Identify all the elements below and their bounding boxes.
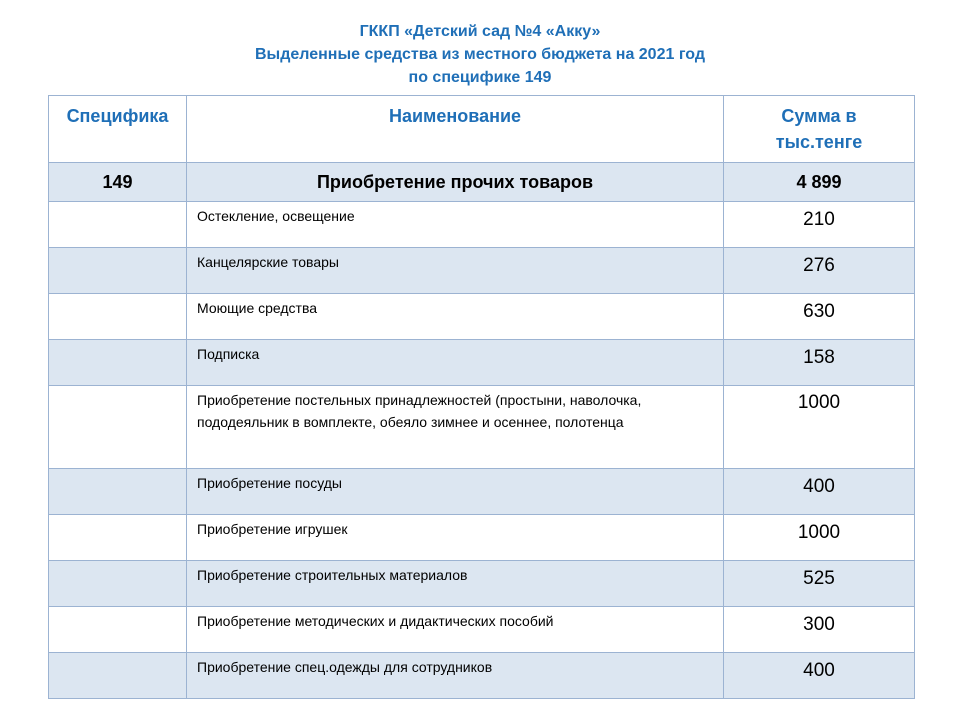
table-row (49, 294, 915, 340)
table-row (49, 202, 915, 248)
table-row (49, 469, 915, 515)
row-sum: 400 (724, 469, 915, 515)
table-row (49, 515, 915, 561)
total-spec: 149 (49, 163, 187, 202)
table-row (49, 653, 915, 699)
row-sum: 300 (724, 607, 915, 653)
total-sum: 4 899 (724, 163, 915, 202)
header-sum-line2: тыс.тенге (775, 132, 863, 152)
row-sum: 400 (724, 653, 915, 699)
row-spec (49, 202, 187, 248)
row-name: Приобретение спец.одежды для сотрудников (187, 653, 724, 699)
table-row (49, 386, 915, 469)
title-organization: ГККП «Детский сад №4 «Акку» (359, 23, 601, 40)
header-sum-line1: Сумма в (781, 106, 857, 126)
row-sum: 276 (724, 248, 915, 294)
row-spec (49, 469, 187, 515)
row-sum: 1000 (724, 515, 915, 561)
title-specification: по специфике 149 (408, 69, 552, 86)
row-spec (49, 386, 187, 469)
header-spec: Специфика (49, 96, 187, 163)
row-sum: 158 (724, 340, 915, 386)
row-sum: 630 (724, 294, 915, 340)
row-spec (49, 294, 187, 340)
row-sum: 1000 (724, 386, 915, 469)
row-name: Приобретение строительных материалов (187, 561, 724, 607)
row-spec (49, 607, 187, 653)
budget-table (48, 95, 915, 699)
row-name: Приобретение игрушек (187, 515, 724, 561)
table-row (49, 248, 915, 294)
row-sum: 525 (724, 561, 915, 607)
row-sum: 210 (724, 202, 915, 248)
row-spec (49, 340, 187, 386)
total-name: Приобретение прочих товаров (187, 163, 724, 202)
row-name: Канцелярские товары (187, 248, 724, 294)
table-row (49, 561, 915, 607)
title-subject: Выделенные средства из местного бюджета на 2021 год (255, 46, 705, 63)
table-row (49, 340, 915, 386)
total-row (49, 163, 915, 202)
row-spec (49, 248, 187, 294)
row-name: Приобретение посуды (187, 469, 724, 515)
header-name: Наименование (187, 96, 724, 163)
document-title (0, 20, 960, 89)
table-row (49, 607, 915, 653)
row-spec (49, 653, 187, 699)
row-name: Остекление, освещение (187, 202, 724, 248)
row-name: Приобретение постельных принадлежностей (простыни, наволочка, пододеяльник в вомплекте, обеяло зимнее и осеннее, полотенца (187, 386, 724, 469)
row-spec (49, 515, 187, 561)
row-name: Моющие средства (187, 294, 724, 340)
row-name: Подписка (187, 340, 724, 386)
table-header-row (49, 96, 915, 163)
header-sum (724, 96, 915, 163)
row-name: Приобретение методических и дидактических пособий (187, 607, 724, 653)
row-spec (49, 561, 187, 607)
